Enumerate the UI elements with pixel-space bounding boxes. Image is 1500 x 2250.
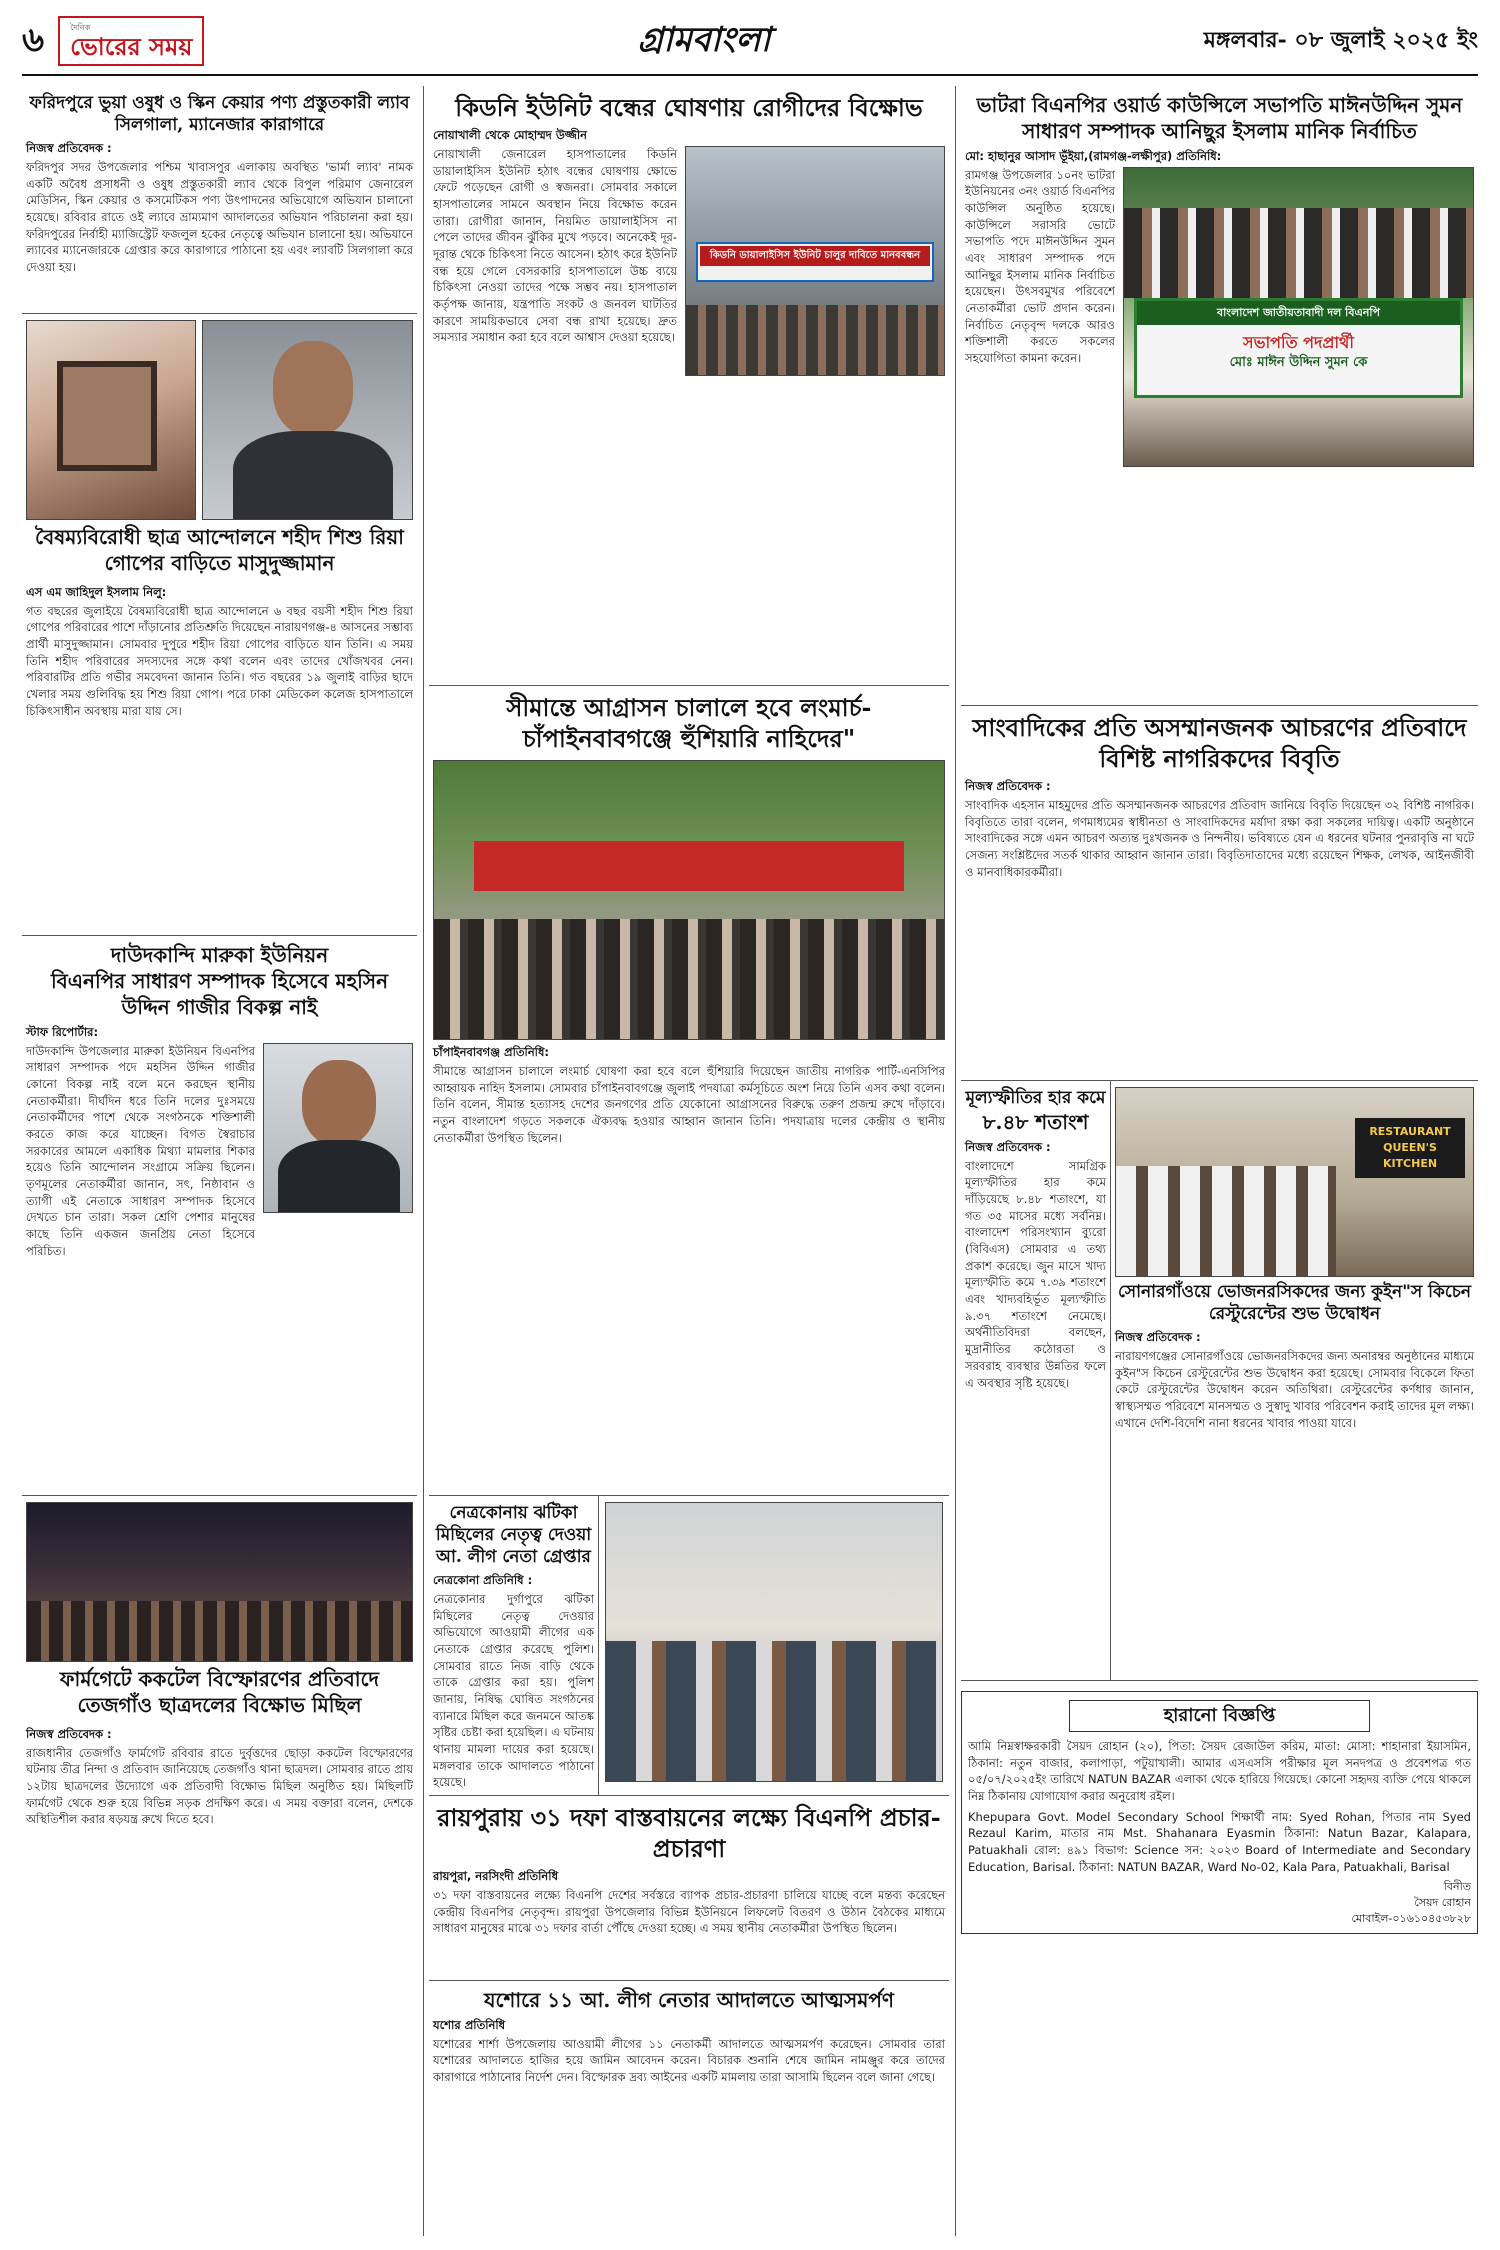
headline: ফরিদপুরে ভুয়া ওষুধ ও স্কিন কেয়ার পণ্য প্রস্তুতকারী ল্যাব সিলগালা, ম্যানেজার কারাগারে — [29, 93, 410, 136]
photo-rally — [433, 760, 945, 1040]
photo-human-chain — [685, 146, 945, 376]
columns — [22, 86, 1478, 2236]
row-inflation — [961, 1081, 1478, 1681]
byline: মো: হাছানুর আসাদ ভূঁইয়া,(রামগঞ্জ-লক্ষীপুর) প্রতিনিধি: — [965, 149, 1222, 163]
issue-date: মঙ্গলবার- ০৮ জুলাই ২০২৫ ইং — [1203, 27, 1478, 54]
byline: নিজস্ব প্রতিবেদক : — [26, 141, 112, 156]
section-title: গ্রামবাংলা — [637, 20, 771, 61]
election-banner — [1134, 298, 1463, 398]
article-body: রাজধানীর তেজগাঁও ফার্মগেট রবিবার রাতে দুর্বৃত্তদের ছোড়া ককটেল বিস্ফোরণের ঘটনায় তীব্র নিন্দা ও প্রতিবাদ জানিয়েছে তেজগাঁও থানা ছাত্রদল। সোমবার রাতে প্রায় ১২টায় ছাত্রদলের উদ্যোগে এক প্রতিবাদী বিক্ষোভ মিছিল অনুষ্ঠিত হয়। মিছিলটি ফার্মগেট থেকে শুরু হয়ে বিভিন্ন সড়ক প্রদক্ষিণ করে। এ সময় বক্তারা বলেন, দেশকে অস্থিতিশীল করার ষড়যন্ত্র রুখে দিতে হবে। — [26, 1745, 413, 1827]
masthead-left — [22, 16, 204, 66]
photo-caption: বৈষম্যবিরোধী ছাত্র আন্দোলনে শহীদ শিশু রিয়া গোপের বাড়িতে মাসুদুজ্জামান — [35, 525, 404, 575]
byline: নিজস্ব প্রতিবেদক : — [1115, 1330, 1201, 1345]
column-middle — [429, 86, 949, 2236]
photo-mohsin-gazi — [263, 1043, 413, 1213]
article-netrokona-arrest — [429, 1496, 599, 1795]
article-content — [965, 167, 1474, 467]
logo-name: ভোরের সময় — [70, 31, 193, 61]
headline: কিডনি ইউনিট বন্ধের ঘোষণায় রোগীদের বিক্ষোভ — [455, 93, 923, 122]
byline: চাঁপাইনবাবগঞ্জ প্রতিনিধি: — [433, 1045, 550, 1060]
photo-masuduzzaman — [202, 320, 413, 520]
byline: নিজস্ব প্রতিবেদক : — [965, 779, 1051, 794]
photo-restaurant — [1115, 1087, 1474, 1277]
article-body: দাউদকান্দি উপজেলার মারুকা ইউনিয়ন বিএনপির সাধারণ সম্পাদক পদে মহসিন উদ্দিন গাজীর কোনো বিকল্প নাই বলে মনে করছেন স্থানীয় নেতাকর্মীরা। দীর্ঘদিন ধরে তিনি দলের দুঃসময়ে নেতাকর্মীদের পাশে থেকে সংগঠনকে শক্তিশালী করতে কাজ করে যাচ্ছেন। বিগত স্বৈরাচার সরকারের আমলে একাধিক মিথ্যা মামলার শিকার হয়েও তিনি আন্দোলন সংগ্রামে সক্রিয় ছিলেন। তৃণমূলের নেতাকর্মীরা জানান, সৎ, নিষ্ঠাবান ও ত্যাগী এই নেতাকে সাধারণ সম্পাদক হিসেবে দেখতে চান তারা। সকল শ্রেণি পেশার মানুষের কাছে তিনি একজন জনপ্রিয় নেতা হিসেবে পরিচিত। — [26, 1043, 255, 1258]
article-body: নোয়াখালী জেনারেল হাসপাতালের কিডনি ডায়ালাইসিস ইউনিট হঠাৎ বন্ধের ঘোষণায় ক্ষোভে ফেটে পড়েছেন রোগী ও স্বজনরা। সোমবার সকালে হাসপাতালের সামনে অবস্থান নিয়ে বিক্ষোভ করেন তারা। রোগীরা জানান, নিয়মিত ডায়ালাইসিস না পেলে তাদের জীবন ঝুঁকির মুখে পড়বে। অনেকেই দূর-দূরান্ত থেকে চিকিৎসা নিতে আসেন। হঠাৎ করে ইউনিট বন্ধ হয়ে গেলে বেসরকারি হাসপাতালে উচ্চ ব্যয়ে চিকিৎসা নেওয়া তাদের পক্ষে সম্ভব নয়। হাসপাতাল কর্তৃপক্ষ জানায়, যন্ত্রপাতি সংকট ও জনবল ঘাটতির কারণে সাময়িকভাবে সেবা বন্ধ রাখা হয়েছে। দ্রুত সমস্যার সমাধান করা হবে বলে আশ্বাস দেওয়া হয়েছে। — [433, 146, 677, 345]
notice-title: হারানো বিজ্ঞপ্তি — [1069, 1700, 1371, 1732]
headline: যশোরে ১১ আ. লীগ নেতার আদালতে আত্মসমর্পণ — [483, 1988, 895, 2012]
photo-meeting — [605, 1502, 943, 1782]
column-right — [961, 86, 1478, 2236]
article-inflation — [961, 1081, 1111, 1680]
newspaper-logo — [58, 16, 204, 66]
crowd — [434, 919, 944, 1039]
portrait-face — [273, 341, 353, 436]
logo-tagline: দৈনিক — [70, 23, 91, 32]
headline: সোনারগাঁওয়ে ভোজনরসিকদের জন্য কুইন"স কিচেন রেস্টুরেন্টের শুভ উদ্বোধন — [1117, 1282, 1472, 1325]
headline: রায়পুরায় ৩১ দফা বাস্তবায়নের লক্ষ্যে বিএনপি প্রচার-প্রচারণা — [437, 1803, 941, 1864]
photo-row — [26, 320, 413, 520]
article-tejgaon-protest — [22, 1496, 417, 1836]
group-people — [606, 1641, 942, 1781]
byline: এস এম জাহিদুল ইসলাম নিলু: — [26, 585, 167, 599]
article-jessore-surrender — [429, 1981, 949, 2094]
page-number: ৬ — [22, 20, 45, 61]
article-body: ফরিদপুর সদর উপজেলার পশ্চিম খাবাসপুর এলাকায় অবস্থিত 'ভার্মা ল্যাব' নামক একটি অবৈধ প্রসাধনী ও ওষুধ প্রস্তুতকারী ল্যাব থেকে বিপুল পরিমাণ জেনারেল মেডিসিন, স্কিন কেয়ার ও কসমেটিকস পণ্য উৎপাদনের অভিযোগে অভিযান চালানো হয়েছে। রবিবার রাতে ওই ল্যাবে ভ্রাম্যমাণ আদালতের অভিযান পরিচালনা করা হয়। ফরিদপুরের নির্বাহী ম্যাজিস্ট্রেট ফজলুল হকের নেতৃত্বে অভিযান চালানো হয়। অভিযানে ল্যাবের ম্যানেজারকে গ্রেপ্তার করে কারাগারে পাঠানো হয় এবং ল্যাবটি সিলগালা করে দেওয়া হয়। — [26, 159, 413, 274]
banner-sub: সভাপতি পদপ্রার্থী — [1243, 332, 1354, 352]
article-raipura-bnp — [429, 1796, 949, 1981]
portrait-suit — [278, 1140, 400, 1213]
photo-frame — [57, 361, 157, 471]
article-body: নেত্রকোনার দুর্গাপুরে ঝটিকা মিছিলের নেতৃত্ব দেওয়ার অভিযোগে আওয়ামী লীগের এক নেতাকে গ্রেপ্তার করেছে পুলিশ। সোমবার রাতে নিজ বাড়ি থেকে তাকে গ্রেপ্তার করা হয়। পুলিশ জানায়, নিষিদ্ধ ঘোষিত সংগঠনের ব্যানারে মিছিল করে জনমনে আতঙ্ক সৃষ্টির চেষ্টা করা হয়েছিল। এ ঘটনায় থানায় মামলা দায়ের করা হয়েছে। মঙ্গলবার তাকে আদালতে পাঠানো হয়েছে। — [433, 1591, 594, 1790]
headline: নেত্রকোনায় ঝটিকা মিছিলের নেতৃত্ব দেওয়া আ. লীগ নেতা গ্রেপ্তার — [435, 1503, 592, 1568]
headline: ভাটরা বিএনপির ওয়ার্ড কাউন্সিলে সভাপতি মাঈনউদ্দিন সুমন সাধারণ সম্পাদক আনিছুর ইসলাম মানিক নির্বাচিত — [976, 93, 1463, 143]
banner-title: বাংলাদেশ জাতীয়তাবাদী দল বিএনপি — [1137, 301, 1460, 325]
column-divider — [423, 86, 424, 2236]
article-riya-gope — [22, 314, 417, 936]
protest-banner — [696, 242, 934, 282]
article-body: সীমান্তে আগ্রাসন চালালে লংমার্চ ঘোষণা করা হবে বলে হুঁশিয়ারি দিয়েছেন জাতীয় নাগরিক পার্টি-এনসিপির আহ্বায়ক নাহিদ ইসলাম। সোমবার চাঁপাইনবাবগঞ্জে জুলাই পদযাত্রা কর্মসূচিতে অংশ নিয়ে তিনি এসব কথা বলেন। তিনি বলেন, সীমান্ত হত্যাসহ দেশের জনগণের প্রতি যেকোনো আগ্রাসনের বিরুদ্ধে তরুণ প্রজন্ম রুখে দাঁড়াবে। নতুন বাংলাদেশ গড়তে সকলকে ঐক্যবদ্ধ হওয়ার আহ্বান জানান তিনি। পদযাত্রায় দলের কেন্দ্রীয় ও স্থানীয় নেতাকর্মীরা উপস্থিত ছিলেন। — [433, 1064, 945, 1145]
lost-notice — [961, 1691, 1478, 1934]
photo-caption: ফার্মগেটে ককটেল বিস্ফোরণের প্রতিবাদে তেজগাঁও ছাত্রদলের বিক্ষোভ মিছিল — [59, 1667, 380, 1717]
article-daudkandi — [22, 936, 417, 1496]
photo-procession — [26, 1502, 413, 1662]
article-journalist-statement — [961, 706, 1478, 1081]
portrait-face — [302, 1060, 376, 1146]
signoff-line: বিনীত — [1443, 1880, 1471, 1894]
banner-text: কিডনি ডায়ালাইসিস ইউনিট চালুর দাবিতে মানববন্ধন — [700, 246, 930, 267]
byline: যশোর প্রতিনিধি — [433, 2018, 506, 2032]
stage-banner — [474, 841, 904, 891]
article-body: নারায়ণগঞ্জের সোনারগাঁওয়ে ভোজনরসিকদের জন্য অনারম্বর অনুষ্ঠানের মাধ্যমে কুইন"স কিচেন রেস্টুরেন্টের শুভ উদ্বোধন করা হয়েছে। সোমবার বিকেলে ফিতা কেটে রেস্টুরেন্টের উদ্বোধন করেন অতিথিরা। রেস্টুরেন্টের কর্ণধার জানান, স্বাস্থ্যসম্মত পরিবেশে মানসম্মত ও সুস্বাদু খাবার পরিবেশন করাই তাদের মূল লক্ষ্য। এখানে দেশি-বিদেশি নানা ধরনের খাবার পাওয়া যাবে। — [1115, 1348, 1474, 1430]
article-content — [433, 146, 945, 376]
article-faridpur-lab — [22, 86, 417, 314]
crowd — [27, 1601, 412, 1661]
article-body: ৩১ দফা বাস্তবায়নের লক্ষ্যে বিএনপি দেশের সর্বস্তরে ব্যাপক প্রচার-প্রচারণা চালিয়ে যাচ্ছে বলে মন্তব্য করেছেন কেন্দ্রীয় বিএনপির নেতৃবৃন্দ। রায়পুরা উপজেলার বিভিন্ন ইউনিয়নে লিফলেট বিতরণ ও উঠান বৈঠকের মাধ্যমে সাধারণ মানুষের মাঝে ৩১ দফার বার্তা পৌঁছে দেওয়া হচ্ছে। এ সময় স্থানীয় নেতাকর্মীরা উপস্থিত ছিলেন। — [433, 1888, 945, 1936]
headline: সাংবাদিকের প্রতি অসম্মানজনক আচরণের প্রতিবাদে বিশিষ্ট নাগরিকদের বিবৃতি — [972, 713, 1467, 774]
headline: ৮.৪৮ শতাংশ — [982, 1110, 1089, 1135]
byline: নিজস্ব প্রতিবেদক : — [965, 1140, 1051, 1155]
crowd — [686, 305, 944, 375]
byline: স্টাফ রিপোর্টার: — [26, 1025, 99, 1039]
notice-body-details: Khepupara Govt. Model Secondary School শিক্ষার্থী নাম: Syed Rohan, পিতার নাম Syed Rezaul Karim, মাতার নাম Mst. Shahanara Eyasmin ঠিকানা: Natun Bazar, Kalapara, Patuakhali রোল: ৪৯১ বিভাগ: Science সন: ২০২৩ Board of Intermediate and Secondary Education, Barisal. ঠিকানা: NATUN BAZAR, Ward No-02, Kala Para, Patuakhali, Barisal — [968, 1809, 1471, 1874]
article-body: রামগঞ্জ উপজেলার ১০নং ভাটরা ইউনিয়নের ৩নং ওয়ার্ড বিএনপির কাউন্সিল অনুষ্ঠিত হয়েছে। কাউন্সিলে সরাসরি ভোটে সভাপতি পদে মাঈনউদ্দিন সুমন এবং সাধারণ সম্পাদক পদে আনিছুর ইসলাম মানিক নির্বাচিত হয়েছেন। উৎসবমুখর পরিবেশে নেতাকর্মীরা ভোট প্রদান করেন। নির্বাচিত নেতৃবৃন্দ দলকে আরও শক্তিশালী করতে সকলের সহযোগিতা কামনা করেন। — [965, 167, 1115, 366]
byline: রায়পুরা, নরসিংদী প্রতিনিধি — [433, 1869, 559, 1884]
article-bhatra-council — [961, 86, 1478, 706]
article-queens-kitchen — [1111, 1081, 1478, 1680]
restaurant-sign: RESTAURANT QUEEN'S KITCHEN — [1355, 1118, 1465, 1178]
headline: সীমান্তে আগ্রাসন চালালে হবে লংমার্চ- চাঁপাইনবাবগঞ্জে হুঁশিয়ারি নাহিদের" — [506, 693, 872, 754]
guests — [1116, 1166, 1336, 1276]
headline-kicker: মূল্যস্ফীতির হার কমে — [965, 1088, 1106, 1108]
headline: বিএনপির সাধারণ সম্পাদক হিসেবে মহসিন উদ্দিন গাজীর বিকল্প নাই — [50, 969, 389, 1019]
photo-council — [1123, 167, 1474, 467]
byline: নোয়াখালী থেকে মোহাম্মদ উজ্জীন — [433, 128, 588, 143]
photo-mourning-mother — [26, 320, 196, 520]
column-divider — [955, 86, 956, 2236]
article-body: সাংবাদিক এহসান মাহমুদের প্রতি অসম্মানজনক আচরণের প্রতিবাদ জানিয়ে বিবৃতি দিয়েছেন ৩২ বিশিষ্ট নাগরিক। বিবৃতিতে তারা বলেন, গণমাধ্যমের স্বাধীনতা ও সাংবাদিকদের মর্যাদা রক্ষা করা সকলের দায়িত্ব। একটি অনুষ্ঠানে সাংবাদিকের সঙ্গে এমন আচরণ অত্যন্ত দুঃখজনক ও নিন্দনীয়। ভবিষ্যতে যেন এ ধরনের ঘটনার পুনরাবৃত্তি না ঘটে সেজন্য সংশ্লিষ্টদের সতর্ক থাকার আহ্বান জানান তারা। বিবৃতিদাতাদের মধ্যে রয়েছেন শিক্ষক, লেখক, আইনজীবী ও মানবাধিকারকর্মীরা। — [965, 798, 1474, 879]
signoff-name: সৈয়দ রোহান — [1414, 1896, 1471, 1910]
article-body: বাংলাদেশে সামগ্রিক মূল্যস্ফীতির হার কমে দাঁড়িয়েছে ৮.৪৮ শতাংশে, যা গত ৩৫ মাসের মধ্যে সর্বনিম্ন। বাংলাদেশ পরিসংখ্যান ব্যুরো (বিবিএস) সোমবার এ তথ্য প্রকাশ করেছে। জুন মাসে খাদ্য মূল্যস্ফীতি কমে ৭.৩৯ শতাংশে এবং খাদ্যবহির্ভূত মূল্যস্ফীতি ৯.৩৭ শতাংশে নেমেছে। অর্থনীতিবিদরা বলছেন, মুদ্রানীতির কঠোরতা ও সরবরাহ ব্যবস্থার উন্নতির ফলে এ অবস্থার সৃষ্টি হয়েছে। — [965, 1158, 1106, 1390]
banner-name: মোঃ মাঈন উদ্দিন সুমন কে — [1229, 354, 1368, 370]
article-nahid-longmarch — [429, 686, 949, 1496]
article-content — [26, 1043, 413, 1260]
article-body: যশোরের শার্শা উপজেলায় আওয়ামী লীগের ১১ নেতাকর্মী আদালতে আত্মসমর্পণ করেছেন। সোমবার তারা যশোরের আদালতে হাজির হয়ে জামিন আবেদন করেন। বিচারক শুনানি শেষে জামিন নামঞ্জুর করে তাদের কারাগারে পাঠানোর নির্দেশ দেন। বিস্ফোরক দ্রব্য আইনের একটি মামলায় তারা আসামি ছিলেন বলে জানা গেছে। — [433, 2036, 945, 2085]
row-netrokona — [429, 1496, 949, 1796]
portrait-suit — [233, 431, 393, 520]
signoff-phone: মোবাইল-০১৬১০৪৫৩৮২৮ — [1351, 1912, 1471, 1926]
notice-body: আমি নিম্নস্বাক্ষরকারী সৈয়দ রোহান (২০), পিতা: সৈয়দ রেজাউল করিম, মাতা: মোসা: শাহানারা ইয়াসমিন, ঠিকানা: নতুন বাজার, কলাপাড়া, পটুয়াখালী। আমার এসএসসি পরীক্ষার মূল সনদপত্র ও প্রবেশপত্র গত ০৫/০৭/২০২৫ইং তারিখে NATUN BAZAR এলাকা থেকে হারিয়ে গিয়েছে। কোনো সহৃদয় ব্যক্তি পেয়ে থাকলে নিম্ন ঠিকানায় যোগাযোগ করার অনুরোধ রইল। — [968, 1739, 1471, 1804]
column-left — [22, 86, 417, 2236]
masthead — [22, 14, 1478, 76]
notice-signoff — [968, 1879, 1471, 1927]
article-body: গত বছরের জুলাইয়ে বৈষম্যবিরোধী ছাত্র আন্দোলনে ৬ বছর বয়সী শহীদ শিশু রিয়া গোপের পরিবারের পাশে দাঁড়ানোর প্রতিশ্রুতি দিয়েছেন নারায়ণগঞ্জ-৪ আসনের সম্ভাব্য প্রার্থী মাসুদুজ্জামান। সোমবার দুপুরে শহীদ রিয়া গোপের বাড়িতে যান তিনি। এ সময় তিনি শহীদ পরিবারের সদস্যদের সঙ্গে কথা বলেন এবং তাদের খোঁজখবর নেন। পরিবারটির প্রতি গভীর সমবেদনা জানান তিনি। গত বছরের ১৯ জুলাই বাড়ির ছাদে খেলার সময় গুলিবিদ্ধ হয় শিশু রিয়া গোপ। পরে ঢাকা মেডিকেল কলেজ হাসপাতালে চিকিৎসাধীন অবস্থায় মারা যায় সে। — [26, 603, 413, 718]
headline-kicker: দাউদকান্দি মারুকা ইউনিয়ন — [110, 943, 329, 967]
byline: নিজস্ব প্রতিবেদক : — [26, 1727, 112, 1741]
byline: নেত্রকোনা প্রতিনিধি : — [433, 1573, 533, 1588]
article-kidney-unit — [429, 86, 949, 686]
crowd — [1124, 208, 1473, 298]
